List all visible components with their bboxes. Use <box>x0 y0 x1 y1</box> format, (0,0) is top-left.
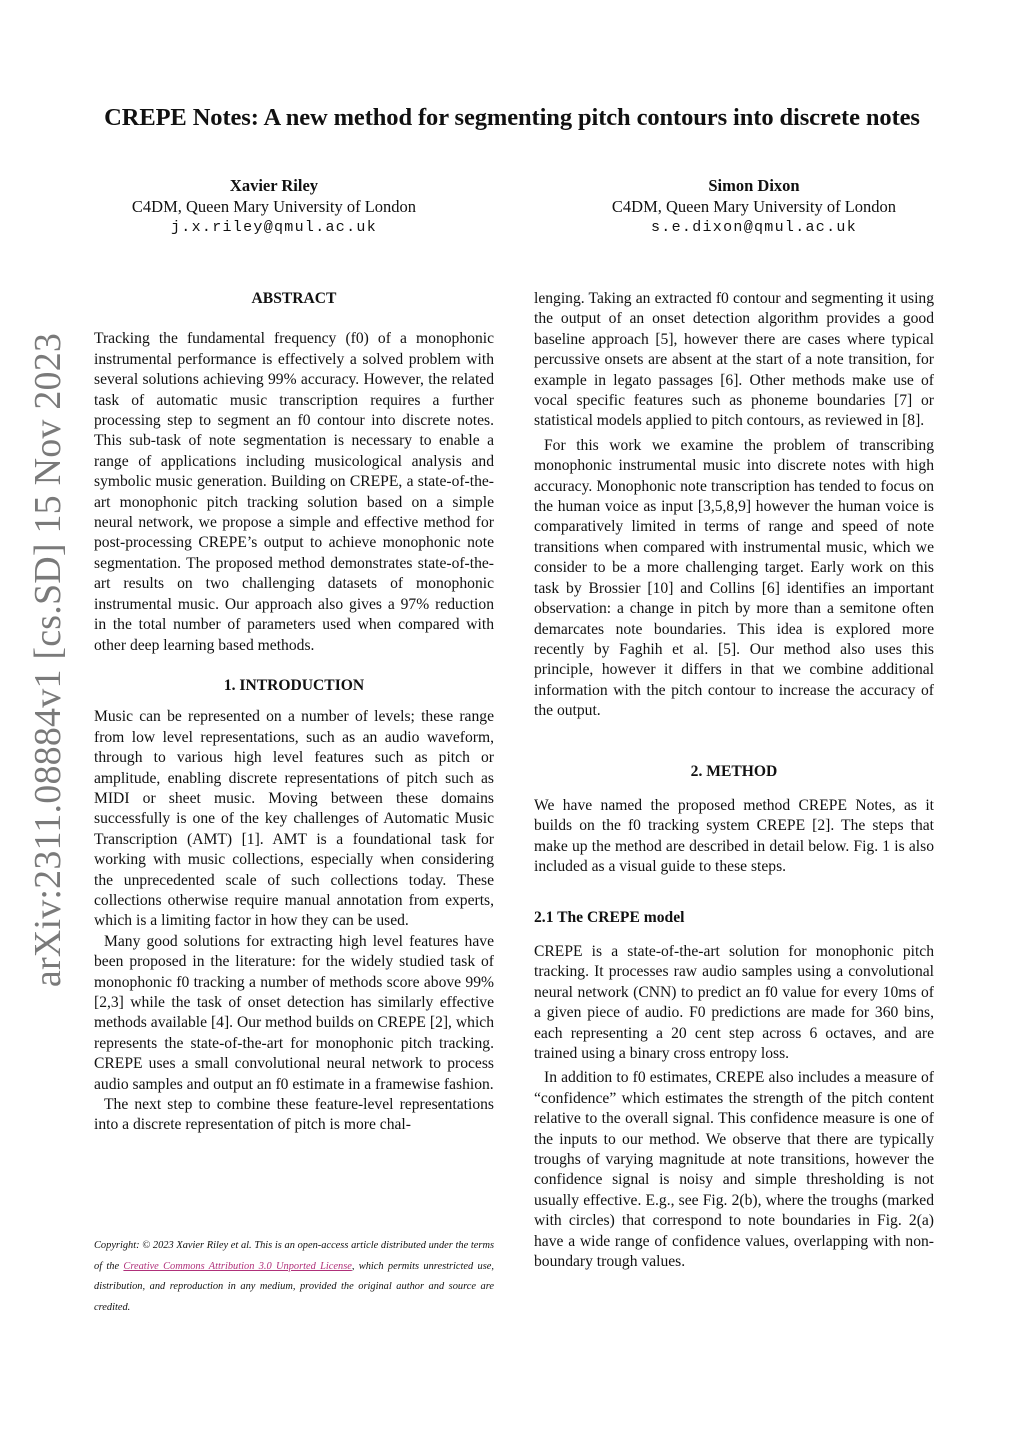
abstract-text: Tracking the fundamental frequency (f0) of a monophonic instrumental performance is effectively a solved problem with several solutions achieving 99% accuracy. However, the related task of automatic music transcription requires a further processing step to segment an f0 contour into discrete notes. This sub-task of note segmentation is necessary to enable a range of applications including musicological analysis and symbolic music generation. Building on CREPE, a state-of-the-art monophonic pitch tracking solution based on a simple neural network, we propose a simple and effective method for post-processing CREPE’s output to achieve monophonic note segmentation. The proposed method demonstrates state-of-the-art results on two challenging datasets of monophonic instrumental music. Our approach also gives a 97% reduction in the total number of parameters used when compared with other deep learning based methods. <box>94 330 494 654</box>
copyright-notice <box>94 1236 494 1318</box>
intro-paragraph-4: For this work we examine the problem of transcribing monophonic instrumental music into discrete notes with high accuracy. Monophonic note transcription has tended to focus on the human voice as input [3,5,8,9] however the human voice is comparatively limited in terms of range and speed of note transitions when compared with instrumental music, which we consider to be a more challenging target. Early work on this task by Brossier [10] and Collins [6] identifies an important observation: a change in pitch by more than a semitone often demarcates note boundaries. This idea is explored more recently by Faghih et al. [5]. Our method also uses this principle, however it differs in that we combine additional information with the pitch contour to increase the accuracy of the output. <box>534 436 934 720</box>
author-name: Xavier Riley <box>229 176 319 195</box>
author-block-1 <box>84 175 464 238</box>
author-email[interactable]: s.e.dixon@qmul.ac.uk <box>650 219 858 236</box>
author-affiliation: C4DM, Queen Mary University of London <box>611 197 897 216</box>
method-paragraph-1: We have named the proposed method CREPE Notes, as it builds on the f0 tracking system CREPE [2]. The steps that make up the method are described in detail below. Fig. 1 is also included as a visual guide to these steps. <box>534 796 934 876</box>
method-heading: 2. METHOD <box>690 762 778 780</box>
author-block-2 <box>564 175 944 238</box>
subsection-heading-crepe-model: 2.1 The CREPE model <box>534 908 685 926</box>
intro-paragraph-2: Many good solutions for extracting high level features have been proposed in the literature: for the widely studied task of monophonic f0 tracking a number of methods score above 99% [2,3] while the task of onset detection has similarly effective methods available [4]. Our method builds on CREPE [2], which represents the state-of-the-art for monophonic pitch tracking. CREPE uses a small convolutional neural network to process audio samples and output an f0 estimate in a framewise fashion. <box>94 932 494 1093</box>
paper-title: CREPE Notes: A new method for segmenting pitch contours into discrete notes <box>104 104 920 131</box>
author-name: Simon Dixon <box>708 176 800 195</box>
right-column <box>534 289 934 1272</box>
copyright-text-post: , which permits unrestricted use, distribution, and reproduction in any medium, provided the original author and source are credited. <box>94 1260 494 1313</box>
copyright-text-pre: Copyright: © 2023 Xavier Riley et al. This is an open-access article distributed under the terms of the <box>94 1240 494 1272</box>
license-link[interactable]: Creative Commons Attribution 3.0 Unported License <box>123 1260 352 1272</box>
intro-paragraph-1: Music can be represented on a number of levels; these range from low level representations, such as an audio waveform, through to various high level features such as pitch or amplitude, enabling discrete representations of pitch such as MIDI or sheet music. Moving between these domains successfully is one of the key challenges of Automatic Music Transcription (AMT) [1]. AMT is a foundational task for working with music collections, especially when considering the unprecedented scale of such collections today. These collections otherwise require manual annotation from experts, which is a limiting factor in how they can be used. <box>94 708 494 930</box>
method-paragraph-3: In addition to f0 estimates, CREPE also includes a measure of “confidence” which estimates the strength of the pitch content relative to the overall signal. This confidence measure is one of the inputs to our method. We observe that there are typically troughs of varying magnitude at note transitions, however the confidence signal is noisy and simple thresholding is not usually effective. E.g., see Fig. 2(b), where the troughs (marked with circles) that correspond to note boundaries in Fig. 2(a) have a wide range of confidence values, overlapping with non-boundary trough values. <box>534 1069 934 1271</box>
method-paragraph-2: CREPE is a state-of-the-art solution for monophonic pitch tracking. It processes raw audio samples using a convolutional neural network (CNN) to predict an f0 value for every 10ms of a given piece of audio. F0 predictions are made for 360 bins, each representing a 20 cent step across 6 octaves, and are trained using a binary cross entropy loss. <box>534 942 934 1062</box>
abstract-heading: ABSTRACT <box>251 290 337 307</box>
introduction-heading: 1. INTRODUCTION <box>223 676 365 694</box>
intro-paragraph-3-start: The next step to combine these feature-level representations into a discrete representation of pitch is more chal- <box>94 1096 494 1134</box>
author-affiliation: C4DM, Queen Mary University of London <box>131 197 417 216</box>
arxiv-identifier-stamp: arXiv:2311.08884v1 [cs.SD] 15 Nov 2023 <box>27 332 69 988</box>
left-column <box>94 289 494 1136</box>
author-email[interactable]: j.x.riley@qmul.ac.uk <box>170 219 378 236</box>
intro-paragraph-3-continued: lenging. Taking an extracted f0 contour and segmenting it using the output of an onset detection algorithm provides a good baseline approach [5], however there are cases where typical percussive onsets are absent at the start of a note transition, for example in legato passages [6]. Other methods make use of vocal specific features such as phoneme boundaries [7] or statistical models applied to pitch contours, as reviewed in [8]. <box>534 290 934 430</box>
